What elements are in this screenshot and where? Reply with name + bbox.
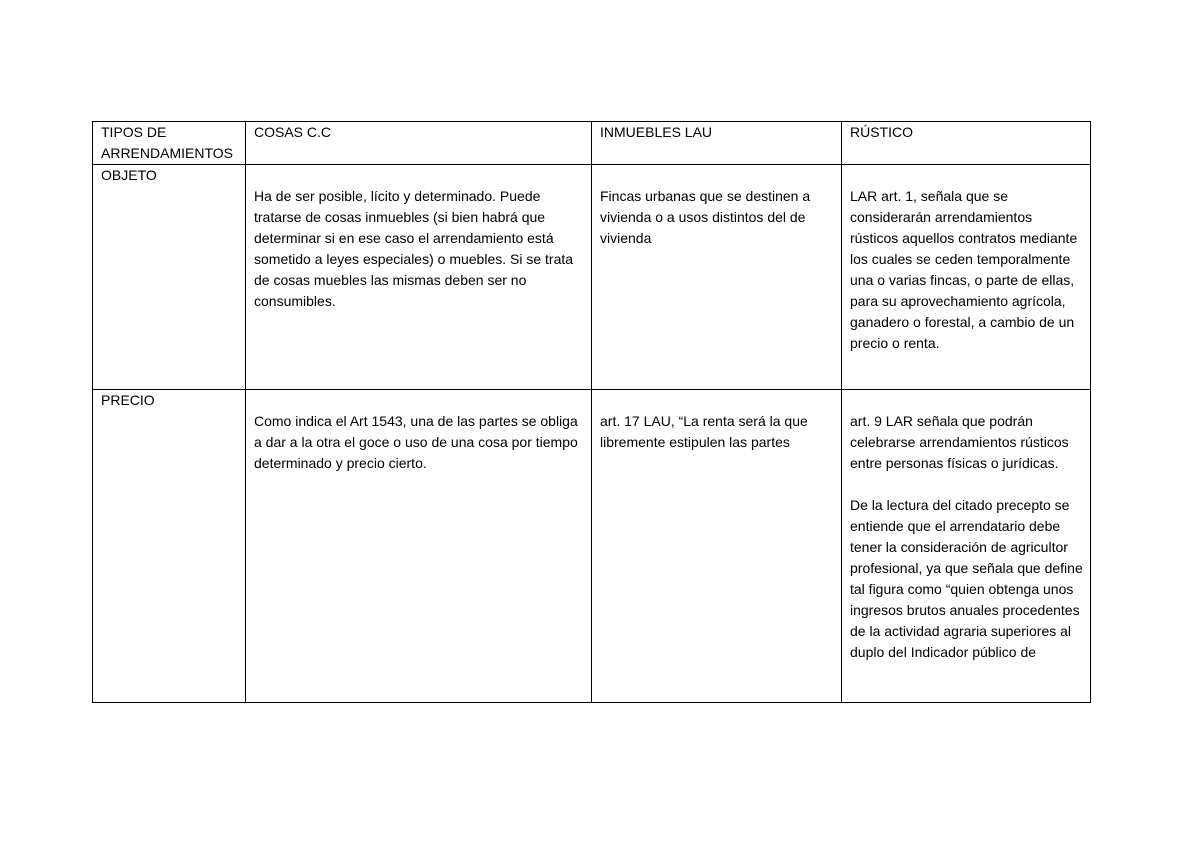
cell-text [850,411,1084,663]
header-cell-cosas: COSAS C.C [246,122,592,165]
cell-text: Como indica el Art 1543, una de las partes se obliga a dar a la otra el goce o uso de una cosa por tiempo determinado y precio cierto. [254,413,578,471]
table-header-row [93,122,1091,165]
table-row-precio [93,390,1091,703]
cell-precio-rustico [842,390,1091,703]
cell-text: Ha de ser posible, lícito y determinado. Puede tratarse de cosas inmuebles (si bien habrá que determinar si en ese caso el arrendamiento está sometido a leyes especiales) o muebles. Si se trata de cosas muebles las mismas deben ser no consumibles. [254,188,574,309]
paragraph: De la lectura del citado precepto se entiende que el arrendatario debe tener la consideración de agricultor profesional, ya que señala que define tal figura como “quien obtenga unos ingresos brutos anuales procedentes de la actividad agraria superiores al duplo del Indicador público de [850,497,1083,660]
header-cell-inmuebles: INMUEBLES LAU [592,122,842,165]
cell-text: art. 17 LAU, “La renta será la que libremente estipulen las partes [600,413,808,450]
header-cell-rustico: RÚSTICO [842,122,1091,165]
paragraph: LAR art. 1, señala que se considerarán arrendamientos rústicos aquellos contratos mediante los cuales se ceden temporalmente una o varias fincas, o parte de ellas, para su aprovechamiento agrícola, ganadero o forestal, a cambio de un precio o renta. [850,188,1078,351]
cell-objeto-rustico [842,165,1091,390]
paragraph: art. 9 LAR señala que podrán celebrarse arrendamientos rústicos entre personas físicas o jurídicas. [850,413,1069,471]
cell-text [850,186,1084,354]
cell-objeto-inmuebles [592,165,842,390]
table-row-objeto [93,165,1091,390]
cell-text: Fincas urbanas que se destinen a vivienda o a usos distintos del de vivienda [600,188,811,246]
row-label-text: PRECIO [101,392,155,408]
row-label-precio [93,390,246,703]
cell-precio-inmuebles [592,390,842,703]
row-label-text: OBJETO [101,167,157,183]
row-label-objeto [93,165,246,390]
cell-objeto-cosas [246,165,592,390]
header-cell-tipos: TIPOS DE ARRENDAMIENTOS [93,122,246,165]
arrendamientos-table [92,121,1091,703]
cell-precio-cosas [246,390,592,703]
cell-clip [850,390,1084,702]
